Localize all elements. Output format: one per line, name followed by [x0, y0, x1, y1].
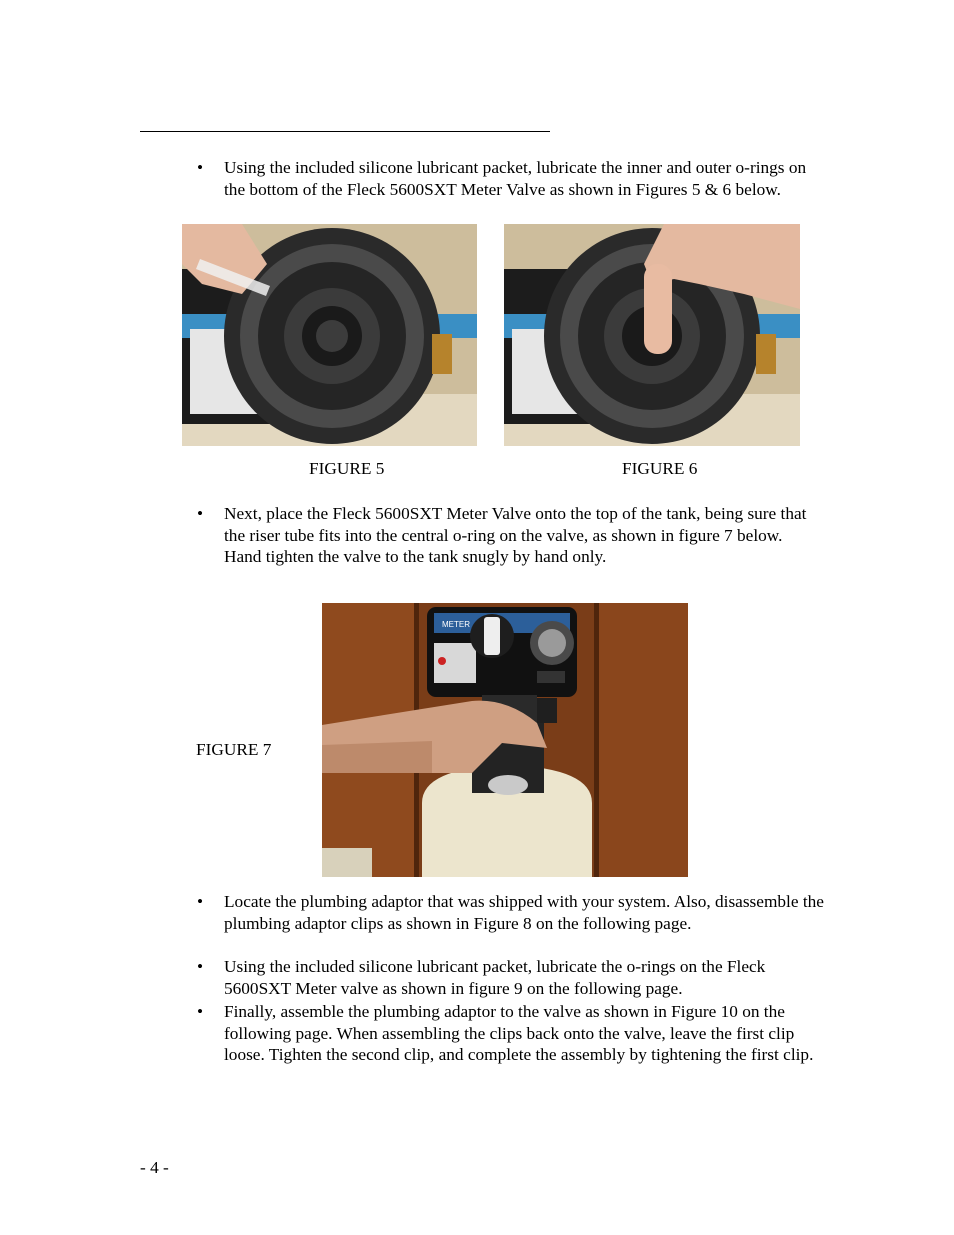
- header-rule: [140, 131, 550, 132]
- figure-6-caption: FIGURE 6: [622, 459, 698, 478]
- page-number: - 4 -: [140, 1158, 169, 1177]
- bullet-marker: •: [197, 957, 204, 976]
- svg-text:METER: METER: [442, 620, 470, 629]
- bullet-marker: •: [197, 504, 204, 523]
- bullet-marker: •: [197, 158, 204, 177]
- figure-7-photo: [322, 603, 688, 877]
- figure-6-photo: [504, 224, 800, 446]
- figure-7-caption: FIGURE 7: [196, 740, 272, 759]
- bullet-place-valve: Next, place the Fleck 5600SXT Meter Valve onto the top of the tank, being sure that the riser tube fits into the central o-ring on the valve, as shown in figure 7 below. Hand tighten the valve to the tank snugly by hand only.: [224, 504, 807, 566]
- bullet-assemble-adaptor: Finally, assemble the plumbing adaptor to the valve as shown in Figure 10 on the following page. When assembling the clips back onto the valve, leave the first clip loose. Tighten the second clip, and complete the assembly by tightening the first clip.: [224, 1002, 814, 1064]
- bullet-lubricate-orings: Using the included silicone lubricant packet, lubricate the inner and outer o-rings on the bottom of the Fleck 5600SXT Meter Valve as shown in Figures 5 & 6 below.: [224, 158, 807, 199]
- bullet-lubricate-valve: Using the included silicone lubricant packet, lubricate the o-rings on the Fleck 5600SXT Meter valve as shown in figure 9 on the following page.: [224, 957, 766, 998]
- bullet-marker: •: [197, 892, 204, 911]
- figure-5-caption: FIGURE 5: [309, 459, 385, 478]
- bullet-locate-adaptor: Locate the plumbing adaptor that was shipped with your system. Also, disassemble the plumbing adaptor clips as shown in Figure 8 on the following page.: [224, 892, 824, 933]
- bullet-marker: •: [197, 1002, 204, 1021]
- figure-5-photo: [182, 224, 477, 446]
